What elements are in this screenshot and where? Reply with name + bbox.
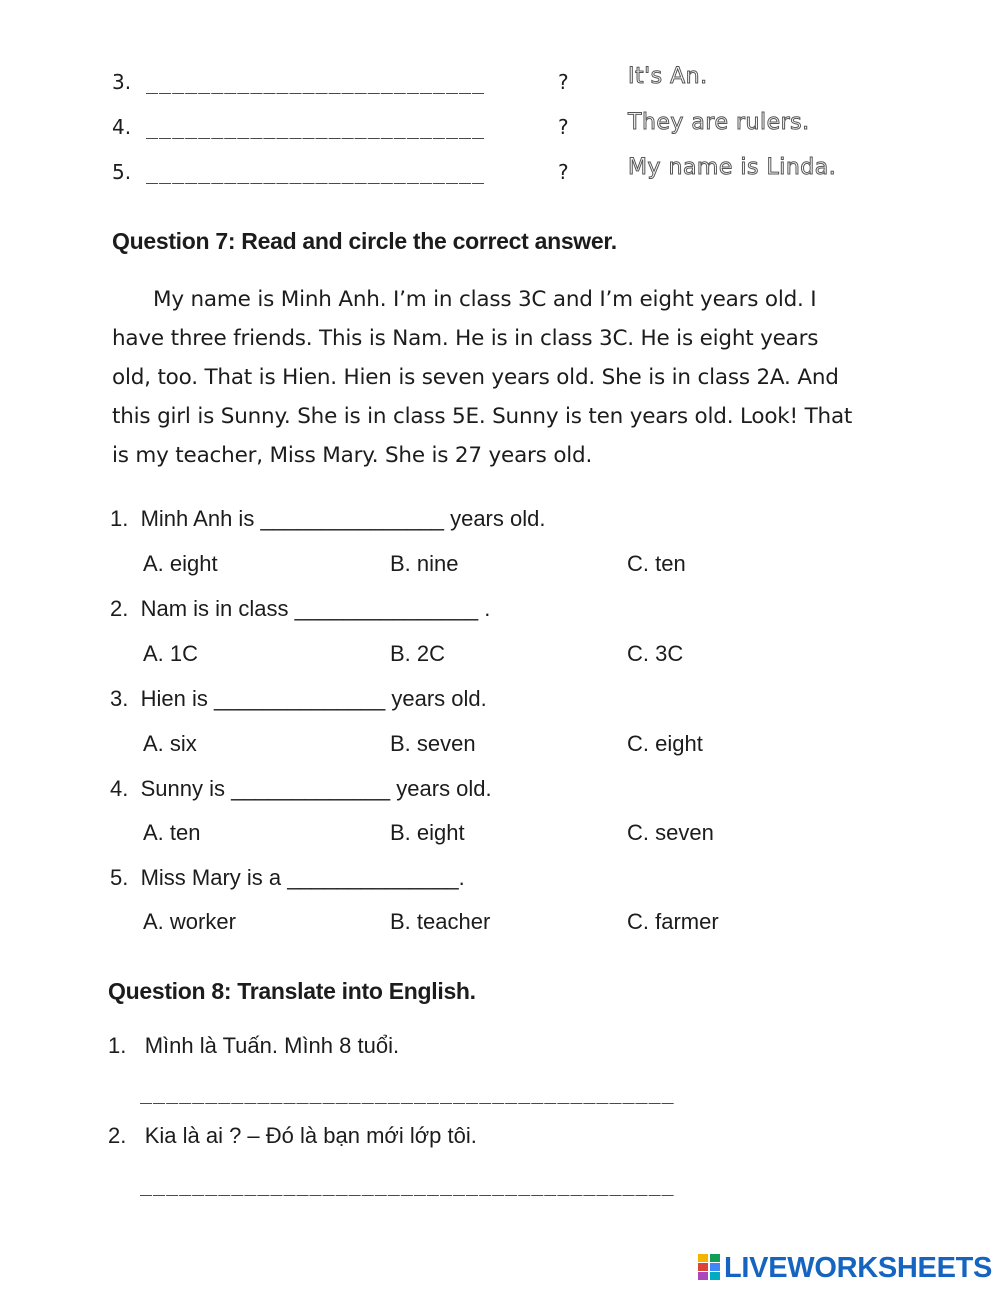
option-c[interactable]: C. eight	[627, 731, 703, 756]
option-c[interactable]: C. farmer	[627, 909, 719, 934]
vietnamese-sentence: Kia là ai ? – Đó là bạn mới lớp tôi.	[144, 1123, 477, 1148]
option-b[interactable]: B. 2C	[390, 641, 446, 666]
liveworksheets-logo	[698, 1252, 992, 1285]
option-a[interactable]: A. ten	[143, 820, 201, 845]
question-mark: ?	[558, 160, 569, 184]
question-number: 3.	[110, 686, 129, 711]
translate-item	[108, 1033, 399, 1059]
option-a[interactable]: A. six	[143, 731, 197, 756]
passage-line: this girl is Sunny. She is in class 5E. Sunny is ten years old. Look! That	[112, 404, 853, 429]
option-a[interactable]: A. eight	[143, 551, 218, 576]
option-b[interactable]: B. eight	[390, 820, 465, 845]
question-number: 2.	[110, 596, 129, 621]
question-mark: ?	[558, 115, 569, 139]
question-number: 4.	[110, 776, 129, 801]
answer-blank[interactable]: ______________	[287, 865, 459, 890]
question-mark: ?	[558, 70, 569, 94]
question-8-heading: Question 8: Translate into English.	[108, 978, 476, 1004]
option-c[interactable]: C. seven	[627, 820, 714, 845]
option-b[interactable]: B. teacher	[390, 909, 491, 934]
logo-grid-icon	[698, 1254, 720, 1284]
question-number: 1.	[110, 506, 129, 531]
question-number: 5.	[112, 160, 132, 184]
question-text: years old.	[385, 686, 487, 711]
answer-blank[interactable]: _________________________________________	[140, 1080, 675, 1104]
mc-question	[110, 686, 487, 712]
question-text: .	[458, 865, 465, 890]
answer-blank[interactable]: __________________________	[146, 115, 486, 139]
question-number: 4.	[112, 115, 132, 139]
answer-blank[interactable]: _______________	[294, 596, 479, 621]
question-text: Minh Anh is	[140, 506, 261, 531]
passage-line: old, too. That is Hien. Hien is seven years old. She is in class 2A. And	[112, 365, 839, 390]
option-b[interactable]: B. nine	[390, 551, 459, 576]
question-number: 2.	[108, 1123, 127, 1148]
given-answer: My name is Linda.	[628, 155, 837, 180]
question-number: 3.	[112, 70, 132, 94]
mc-question	[110, 506, 545, 532]
question-text: Nam is in class	[140, 596, 295, 621]
option-c[interactable]: C. ten	[627, 551, 686, 576]
question-text: years old.	[443, 506, 546, 531]
answer-blank[interactable]: _________________________________________	[140, 1172, 675, 1196]
given-answer: They are rulers.	[628, 110, 810, 135]
question-text: Sunny is	[140, 776, 232, 801]
question-number: 5.	[110, 865, 129, 890]
question-7-heading: Question 7: Read and circle the correct answer.	[112, 228, 617, 254]
option-b[interactable]: B. seven	[390, 731, 476, 756]
mc-question	[110, 865, 465, 891]
answer-blank[interactable]: __________________________	[146, 160, 486, 184]
passage-line: My name is Minh Anh. I’m in class 3C and I’m eight years old. I	[153, 287, 817, 312]
question-text: years old.	[390, 776, 492, 801]
answer-blank[interactable]: __________________________	[146, 70, 486, 94]
vietnamese-sentence: Mình là Tuấn. Mình 8 tuổi.	[144, 1033, 400, 1058]
answer-blank[interactable]: ______________	[213, 686, 386, 711]
question-text: Hien is	[140, 686, 214, 711]
option-a[interactable]: A. worker	[143, 909, 236, 934]
answer-blank[interactable]: _______________	[260, 506, 444, 531]
question-number: 1.	[108, 1033, 127, 1058]
option-c[interactable]: C. 3C	[627, 641, 684, 666]
translate-item	[108, 1123, 477, 1149]
option-a[interactable]: A. 1C	[143, 641, 199, 666]
question-text: .	[478, 596, 491, 621]
mc-question	[110, 776, 492, 802]
logo-text: LIVEWORKSHEETS	[724, 1252, 993, 1284]
question-text: Miss Mary is a	[140, 865, 288, 890]
passage-line: have three friends. This is Nam. He is in class 3C. He is eight years	[112, 326, 819, 351]
answer-blank[interactable]: _____________	[231, 776, 391, 801]
given-answer: It's An.	[628, 64, 708, 89]
passage-line: is my teacher, Miss Mary. She is 27 years old.	[112, 443, 593, 468]
mc-question	[110, 596, 490, 622]
